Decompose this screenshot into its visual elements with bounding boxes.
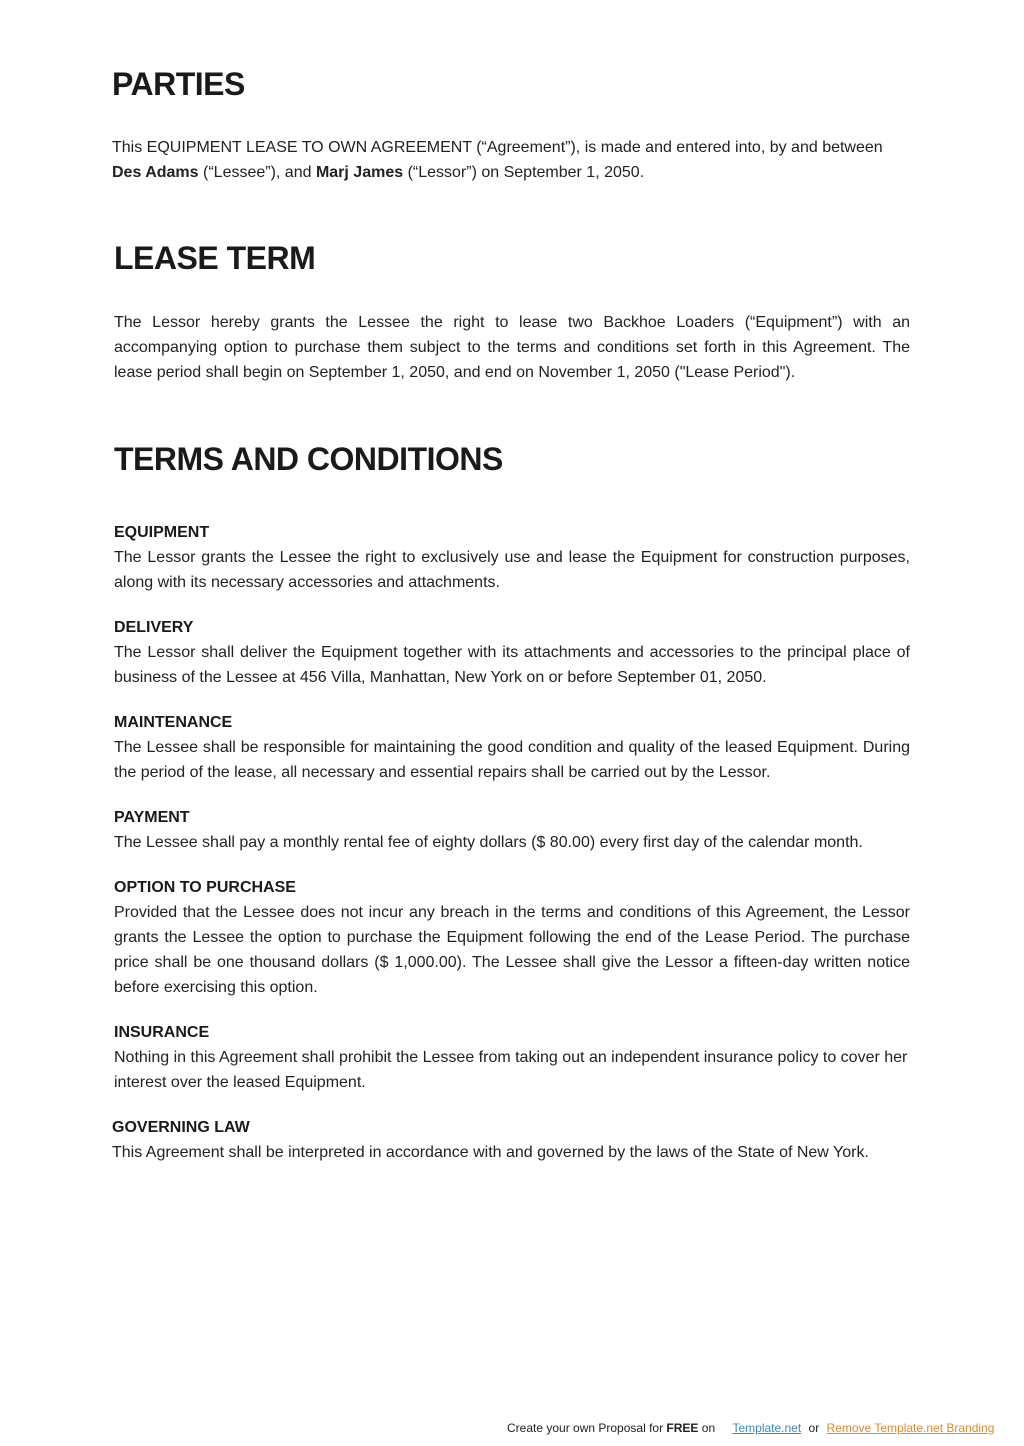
payment-clause	[114, 805, 910, 855]
payment-text: The Lessee shall pay a monthly rental fee of eighty dollars ($ 80.00) every first day of the calendar month.	[114, 834, 863, 851]
parties-text-1: This EQUIPMENT LEASE TO OWN AGREEMENT (“Agreement”), is made and entered into, by and between	[112, 139, 883, 156]
governing-title: GOVERNING LAW	[112, 1119, 250, 1136]
governing-text: This Agreement shall be interpreted in accordance with and governed by the laws of the State of New York.	[112, 1144, 869, 1161]
governing-law-clause	[112, 1115, 908, 1165]
parties-heading: PARTIES	[112, 66, 245, 102]
terms-heading: TERMS AND CONDITIONS	[114, 441, 503, 477]
maintenance-text: The Lessee shall be responsible for maintaining the good condition and quality of the leased Equipment. During the period of the lease, all necessary and essential repairs shall be carried out by the Lessor.	[114, 739, 910, 781]
option-to-purchase-clause	[114, 875, 910, 1000]
maintenance-title: MAINTENANCE	[114, 714, 233, 731]
branding-footer	[507, 1419, 994, 1437]
maintenance-clause	[114, 710, 910, 785]
insurance-text: Nothing in this Agreement shall prohibit the Lessee from taking out an independent insurance policy to cover her interest over the leased Equipment.	[114, 1049, 908, 1091]
equipment-title: EQUIPMENT	[114, 524, 210, 541]
footer-or: or	[808, 1421, 820, 1435]
template-net-link[interactable]: Template.net	[732, 1421, 802, 1435]
footer-free: FREE	[666, 1421, 699, 1435]
remove-branding-link[interactable]: Remove Template.net Branding	[826, 1421, 995, 1435]
option-text: Provided that the Lessee does not incur any breach in the terms and conditions of this Agreement, the Lessor grants the Lessee the option to purchase the Equipment following the end of the Lease Period. The purchase price shall be one thousand dollars ($ 1,000.00). The Lessee shall give the Lessor a fifteen-day written notice before exercising this option.	[114, 904, 910, 996]
footer-prefix: Create your own Proposal for	[507, 1421, 667, 1435]
lessor-name: Marj James	[315, 164, 404, 181]
payment-title: PAYMENT	[114, 809, 190, 826]
delivery-clause	[114, 615, 910, 690]
insurance-title: INSURANCE	[114, 1024, 210, 1041]
parties-text-3: (“Lessor”) on September 1, 2050.	[403, 164, 645, 181]
parties-text-2: (“Lessee”), and	[198, 164, 316, 181]
parties-section	[112, 135, 887, 185]
lease-term-paragraph: The Lessor hereby grants the Lessee the right to lease two Backhoe Loaders (“Equipment”) with an accompanying option to purchase them subject to the terms and conditions set forth in this Agreement. The lease period shall begin on September 1, 2050, and end on November 1, 2050 ("Lease Period").	[114, 314, 910, 381]
delivery-title: DELIVERY	[114, 619, 194, 636]
delivery-text: The Lessor shall deliver the Equipment together with its attachments and accessories to the principal place of business of the Lessee at 456 Villa, Manhattan, New York on or before September 01, 2050.	[114, 644, 910, 686]
footer-on: on	[698, 1421, 716, 1435]
equipment-text: The Lessor grants the Lessee the right to exclusively use and lease the Equipment for construction purposes, along with its necessary accessories and attachments.	[114, 549, 910, 591]
lease-term-heading: LEASE TERM	[114, 240, 316, 276]
parties-paragraph	[112, 135, 887, 185]
lessee-name: Des Adams	[112, 164, 199, 181]
option-title: OPTION TO PURCHASE	[114, 879, 296, 896]
insurance-clause	[114, 1020, 910, 1095]
equipment-clause	[114, 520, 910, 595]
lease-term-section	[114, 310, 910, 385]
